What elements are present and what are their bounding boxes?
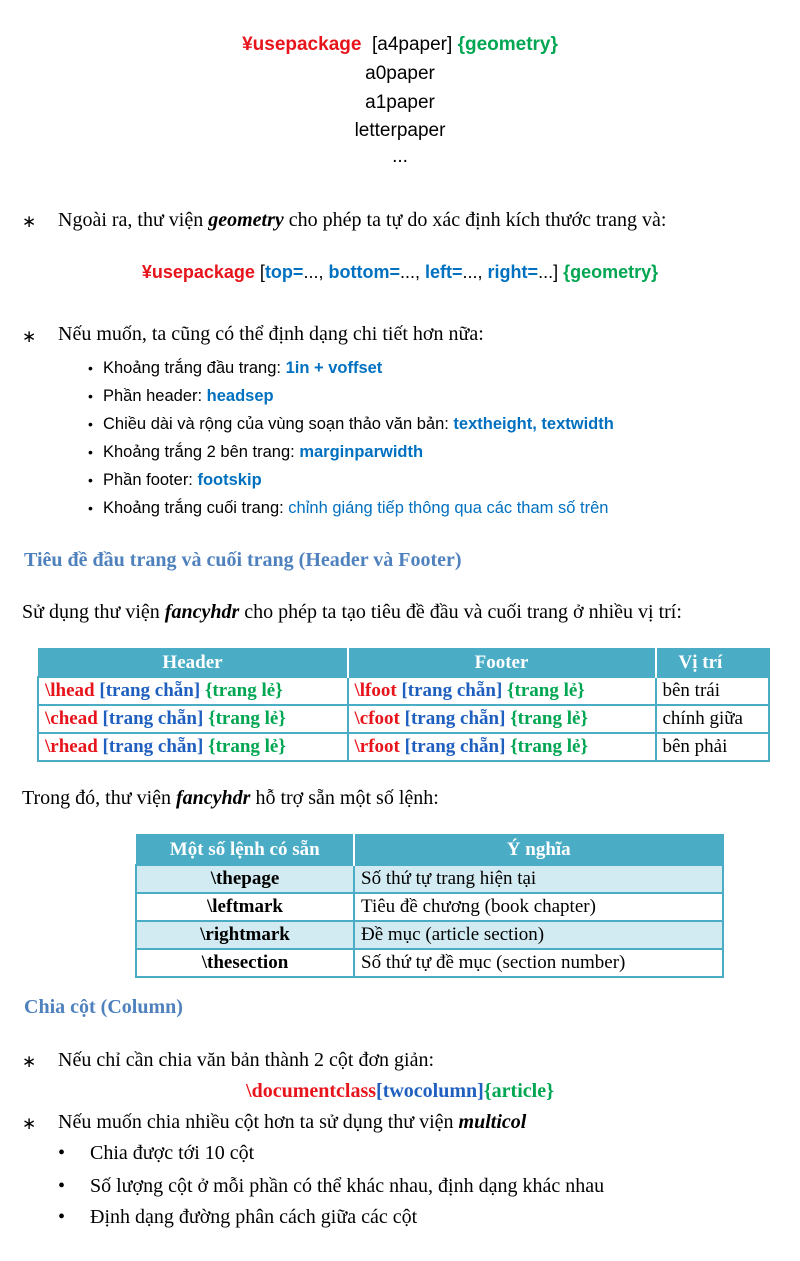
list-item: • Khoảng trắng cuối trang: chỉnh giáng tiếp thông qua các tham số trên bbox=[88, 499, 609, 517]
table-row bbox=[38, 733, 769, 761]
text-part: Nếu muốn chia nhiều cột hơn ta sử dụng thư viện bbox=[58, 1111, 459, 1133]
column-header: Một số lệnh có sẵn bbox=[136, 835, 354, 866]
header-cell bbox=[38, 705, 348, 733]
command: \chead bbox=[45, 708, 98, 729]
section-heading: Chia cột (Column) bbox=[24, 996, 183, 1018]
bullet: • bbox=[58, 1142, 66, 1164]
multicol-intro bbox=[58, 1111, 526, 1134]
column-header: Ý nghĩa bbox=[354, 835, 723, 866]
builtin-commands-table bbox=[135, 834, 724, 978]
bracket: ] bbox=[553, 262, 559, 282]
even-arg: [trang chẵn] bbox=[404, 736, 506, 757]
item-value: textheight, textwidth bbox=[453, 415, 614, 433]
position-cell: chính giữa bbox=[656, 705, 770, 733]
table-row bbox=[136, 949, 723, 977]
footer-cell bbox=[348, 677, 656, 705]
geometry-package: {geometry} bbox=[563, 262, 659, 282]
command: \rhead bbox=[45, 736, 98, 757]
item-value: chỉnh giáng tiếp thông qua các tham số trên bbox=[288, 499, 609, 517]
odd-arg: {trang lẻ} bbox=[510, 736, 588, 757]
list-item: • Khoảng trắng 2 bên trang: marginparwidth bbox=[88, 443, 424, 461]
documentclass-code bbox=[0, 1080, 800, 1103]
table-row bbox=[136, 865, 723, 893]
bracket: [ bbox=[259, 262, 265, 282]
table-row bbox=[38, 705, 769, 733]
top-key: top= bbox=[264, 262, 304, 282]
item-label: Phần footer: bbox=[103, 471, 198, 489]
item-value: marginparwidth bbox=[299, 443, 424, 461]
detail-list bbox=[88, 354, 614, 522]
odd-arg: {trang lẻ} bbox=[507, 680, 585, 701]
table-header-row bbox=[136, 835, 723, 866]
package-name: multicol bbox=[458, 1111, 527, 1133]
text-part: Sử dụng thư viện bbox=[22, 601, 165, 623]
option: [twocolumn] bbox=[376, 1080, 484, 1102]
text-part: cho phép ta tạo tiêu đề đầu và cuối trang ở nhiều vị trí: bbox=[239, 601, 682, 623]
command: \rfoot bbox=[354, 736, 400, 757]
header-cell bbox=[38, 733, 348, 761]
twocolumn-intro: Nếu chỉ cần chia văn bản thành 2 cột đơn giản: bbox=[58, 1049, 435, 1071]
footer-cell bbox=[348, 733, 656, 761]
meaning-cell: Số thứ tự đề mục (section number) bbox=[354, 949, 723, 977]
dots: ..., bbox=[462, 262, 483, 282]
even-arg: [trang chẵn] bbox=[404, 708, 506, 729]
even-arg: [trang chẵn] bbox=[102, 736, 204, 757]
bullet: • bbox=[58, 1206, 66, 1228]
usepackage-command: ¥usepackage bbox=[141, 262, 255, 282]
odd-arg: {trang lẻ} bbox=[510, 708, 588, 729]
header-footer-table bbox=[37, 648, 770, 762]
header-cell bbox=[38, 677, 348, 705]
command-cell: \leftmark bbox=[136, 893, 354, 921]
text-part: cho phép ta tự do xác định kích thước trang và: bbox=[283, 209, 667, 231]
paper-option: [a4paper] bbox=[372, 34, 453, 55]
item-label: Khoảng trắng cuối trang: bbox=[103, 499, 289, 517]
table-row bbox=[38, 677, 769, 705]
list-item: • Khoảng trắng đầu trang: 1in + voffset bbox=[88, 359, 383, 377]
section-heading: Tiêu đề đầu trang và cuối trang (Header và Footer) bbox=[24, 549, 462, 571]
table-header-row bbox=[38, 649, 769, 678]
command: \documentclass bbox=[246, 1080, 377, 1102]
builtin-intro bbox=[22, 787, 439, 810]
left-key: left= bbox=[425, 262, 463, 282]
column-header: Footer bbox=[348, 649, 656, 678]
dots: ... bbox=[538, 262, 554, 282]
list-item: • Phần header: headsep bbox=[88, 387, 274, 405]
paper-option-ellipsis: ... bbox=[392, 146, 408, 167]
odd-arg: {trang lẻ} bbox=[208, 708, 286, 729]
item-text: Số lượng cột ở mỗi phần có thể khác nhau, định dạng khác nhau bbox=[90, 1175, 605, 1197]
usepackage-command: ¥usepackage bbox=[242, 34, 362, 55]
argument: {article} bbox=[483, 1080, 554, 1102]
odd-arg: {trang lẻ} bbox=[204, 680, 283, 701]
command-cell: \rightmark bbox=[136, 921, 354, 949]
item-value: footskip bbox=[197, 471, 262, 489]
command-cell: \thepage bbox=[136, 865, 354, 893]
package-name: fancyhdr bbox=[176, 787, 251, 809]
command-cell: \thesection bbox=[136, 949, 354, 977]
item-label: Khoảng trắng đầu trang: bbox=[103, 359, 286, 377]
even-arg: [trang chẵn] bbox=[401, 680, 503, 701]
item-label: Chiều dài và rộng của vùng soạn thảo văn bản: bbox=[103, 415, 454, 433]
item-label: Phần header: bbox=[103, 387, 207, 405]
command: \lfoot bbox=[354, 680, 397, 701]
list-item: • Chiều dài và rộng của vùng soạn thảo văn bản: textheight, textwidth bbox=[88, 415, 614, 433]
table-row bbox=[136, 893, 723, 921]
usepackage-line bbox=[0, 34, 800, 56]
item-value: 1in + voffset bbox=[285, 359, 383, 377]
multicol-item bbox=[58, 1142, 254, 1165]
geometry-code-line bbox=[0, 262, 800, 283]
package-name: fancyhdr bbox=[164, 601, 240, 623]
meaning-cell: Tiêu đề chương (book chapter) bbox=[354, 893, 723, 921]
dots: ..., bbox=[303, 262, 324, 282]
star-bullet: ∗ bbox=[22, 1114, 37, 1133]
star-bullet: ∗ bbox=[22, 327, 37, 346]
position-cell: bên phải bbox=[656, 733, 770, 761]
detail-intro: Nếu muốn, ta cũng có thể định dạng chi tiết hơn nữa: bbox=[58, 323, 484, 345]
geometry-package: {geometry} bbox=[457, 34, 558, 55]
list-item: • Phần footer: footskip bbox=[88, 471, 262, 489]
paper-option-line: letterpaper bbox=[354, 120, 446, 141]
star-bullet: ∗ bbox=[22, 1052, 37, 1071]
even-arg: [trang chẵn] bbox=[102, 708, 204, 729]
fancyhdr-intro bbox=[22, 601, 682, 624]
command: \lhead bbox=[45, 680, 95, 701]
column-header: Vị trí bbox=[656, 649, 770, 678]
star-bullet: ∗ bbox=[22, 212, 37, 231]
bullet: • bbox=[58, 1175, 66, 1197]
position-cell: bên trái bbox=[656, 677, 770, 705]
odd-arg: {trang lẻ} bbox=[208, 736, 286, 757]
geometry-intro bbox=[58, 209, 667, 232]
text-part: Trong đó, thư viện bbox=[22, 787, 177, 809]
meaning-cell: Đề mục (article section) bbox=[354, 921, 723, 949]
package-name: geometry bbox=[208, 209, 284, 231]
text-part: Ngoài ra, thư viện bbox=[58, 209, 209, 231]
multicol-item bbox=[58, 1175, 604, 1198]
right-key: right= bbox=[487, 262, 539, 282]
column-header: Header bbox=[38, 649, 348, 678]
command: \cfoot bbox=[354, 708, 400, 729]
item-value: headsep bbox=[206, 387, 274, 405]
meaning-cell: Số thứ tự trang hiện tại bbox=[354, 865, 723, 893]
text-part: hỗ trợ sẵn một số lệnh: bbox=[250, 787, 439, 809]
bottom-key: bottom= bbox=[328, 262, 400, 282]
item-text: Chia được tới 10 cột bbox=[90, 1142, 255, 1164]
dots: ..., bbox=[399, 262, 420, 282]
item-text: Định dạng đường phân cách giữa các cột bbox=[90, 1206, 418, 1228]
even-arg: [trang chẵn] bbox=[99, 680, 201, 701]
multicol-item bbox=[58, 1206, 417, 1229]
paper-option-line: a0paper bbox=[365, 63, 435, 84]
table-row bbox=[136, 921, 723, 949]
item-label: Khoảng trắng 2 bên trang: bbox=[103, 443, 300, 461]
footer-cell bbox=[348, 705, 656, 733]
paper-option-line: a1paper bbox=[365, 92, 435, 113]
